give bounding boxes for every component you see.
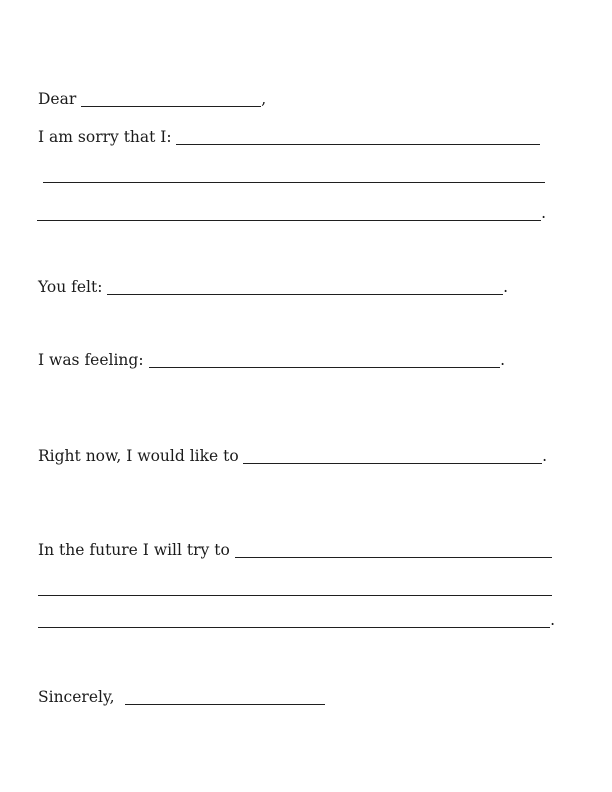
sorry-row-line-2 <box>38 164 545 186</box>
feeling-blank[interactable] <box>149 355 500 368</box>
trailing-space <box>552 577 557 599</box>
you-felt-label: You felt: <box>38 278 103 296</box>
recipient-name-blank[interactable] <box>81 94 261 107</box>
feeling-punctuation: . <box>500 351 505 369</box>
right-now-punctuation: . <box>542 447 547 465</box>
feeling-row <box>38 349 505 371</box>
sorry-blank-line-3[interactable] <box>37 208 541 221</box>
sorry-end-punctuation: . <box>541 204 546 222</box>
closing-row <box>38 686 325 708</box>
greeting-row <box>38 88 266 110</box>
sorry-blank-line-2[interactable] <box>43 170 545 183</box>
sorry-label: I am sorry that I: <box>38 128 172 146</box>
right-now-blank[interactable] <box>243 451 542 464</box>
future-end-punctuation: . <box>550 611 555 629</box>
right-now-label: Right now, I would like to <box>38 447 239 465</box>
feeling-label: I was feeling: <box>38 351 144 369</box>
closing-label: Sincerely, <box>38 688 115 706</box>
greeting-punctuation: , <box>261 90 267 108</box>
you-felt-row <box>38 276 508 298</box>
future-label: In the future I will try to <box>38 541 230 559</box>
future-row <box>38 539 552 561</box>
you-felt-punctuation: . <box>503 278 508 296</box>
right-now-row <box>38 445 547 467</box>
future-blank-line-2[interactable] <box>38 583 552 596</box>
sorry-blank-line-1[interactable] <box>176 132 540 145</box>
future-blank-line-3[interactable] <box>38 615 550 628</box>
you-felt-blank[interactable] <box>107 282 503 295</box>
future-row-line-2 <box>38 577 557 599</box>
signature-blank[interactable] <box>125 692 325 705</box>
sorry-row <box>38 126 540 148</box>
greeting-label: Dear <box>38 90 77 108</box>
future-row-line-3 <box>38 609 555 631</box>
sorry-row-line-3 <box>37 202 546 224</box>
future-blank-line-1[interactable] <box>235 545 552 558</box>
